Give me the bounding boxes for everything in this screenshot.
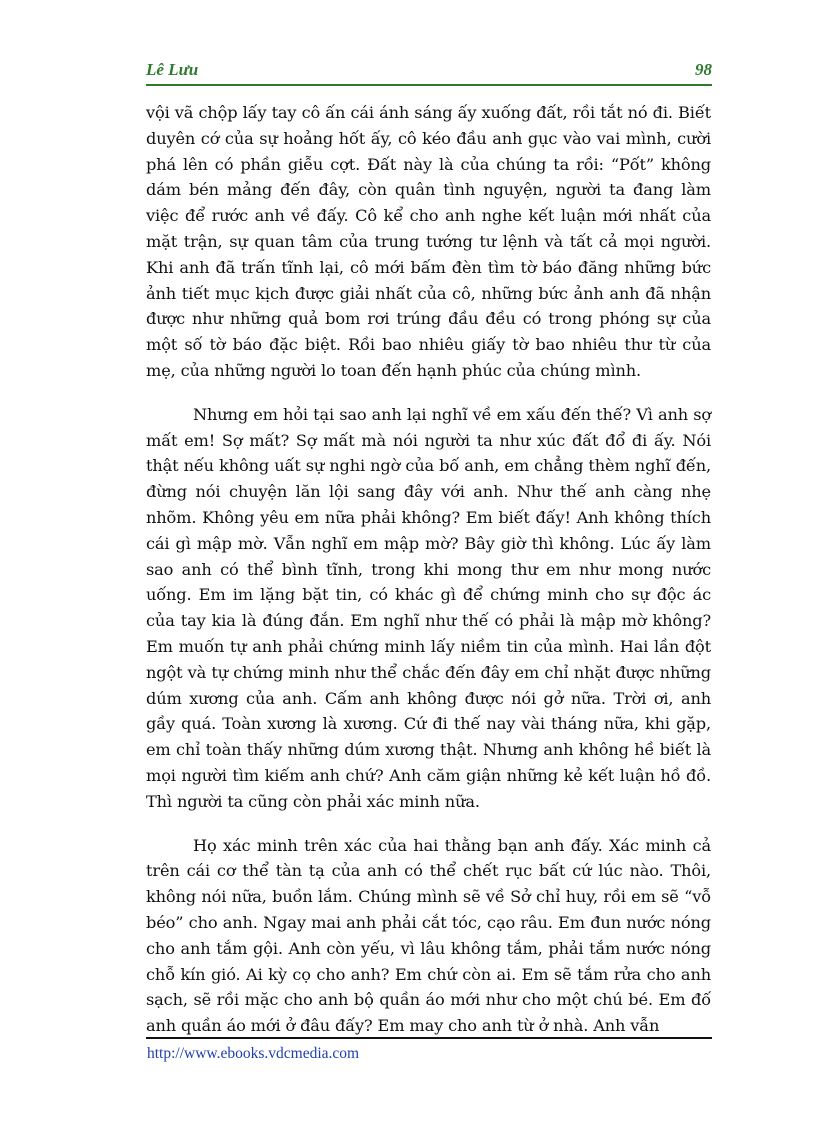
paragraph-3: Họ xác minh trên xác của hai thằng bạn anh đấy. Xác minh cả trên cái cơ thể tàn tạ của anh có thể chết rục bất cứ lúc nào. Thôi, không nói nữa, buồn lắm. Chúng mình sẽ về Sở chỉ huy, rồi em sẽ “vỗ béo” cho anh. Ngay mai anh phải cắt tóc, cạo râu. Em đun nước nóng cho anh tắm gội. Anh còn yếu, vì lâu không tắm, phải tắm nước nóng chỗ kín gió. Ai kỳ cọ cho anh? Em chứ còn ai. Em sẽ tắm rửa cho anh sạch, sẽ rồi mặc cho anh bộ quần áo mới như cho một chú bé. Em đố anh quần áo mới ở đâu đấy? Em may cho anh từ ở nhà. Anh vẫn	[146, 835, 711, 1036]
footer-url-link[interactable]: http://www.ebooks.vdcmedia.com	[147, 1045, 360, 1062]
footer-divider	[146, 1037, 712, 1039]
body-text	[146, 100, 711, 1057]
page-number: 98	[695, 60, 712, 79]
paragraph-2: Nhưng em hỏi tại sao anh lại nghĩ về em xấu đến thế? Vì anh sợ mất em! Sợ mất? Sợ mất mà nói người ta như xúc đất đổ đi ấy. Nói thật nếu không uất sự nghi ngờ của bố anh, em chẳng thèm nghĩ đến, đừng nói chuyện lăn lội sang đây với anh. Như thế anh càng nhẹ nhõm. Không yêu em nữa phải không? Em biết đấy! Anh không thích cái gì mập mờ. Vẫn nghĩ em mập mờ? Bây giờ thì không. Lúc ấy làm sao anh có thể bình tĩnh, trong khi mong thư em như mong nước uống. Em im lặng bặt tin, có khác gì để chứng minh cho sự độc ác của tay kia là đúng đắn. Em nghĩ như thế có phải là mập mờ không? Em muốn tự anh phải chứng minh lấy niềm tin của mình. Hai lần đột ngột và tự chứng minh như thể chắc đến đây em chỉ nhặt được những dúm xương của anh. Cấm anh không được nói gở nữa. Trời ơi, anh gầy quá. Toàn xương là xương. Cứ đi thế nay vài tháng nữa, khi gặp, em chỉ toàn thấy những dúm xương thật. Nhưng anh không hề biết là mọi người tìm kiếm anh chứ? Anh căm giận những kẻ kết luận hồ đồ. Thì người ta cũng còn phải xác minh nữa.	[146, 404, 711, 811]
paragraph-1: vội vã chộp lấy tay cô ấn cái ánh sáng ấy xuống đất, rồi tắt nó đi. Biết duyên cớ của sự hoảng hốt ấy, cô kéo đầu anh gục vào vai mình, cười phá lên có phần giễu cợt. Đất này là của chúng ta rồi: “Pốt” không dám bén mảng đến đây, còn quân tình nguyện, người ta đang làm việc để rước anh về đấy. Cô kể cho anh nghe kết luận mới nhất của mặt trận, sự quan tâm của trung tướng tư lệnh và tất cả mọi người. Khi anh đã trấn tĩnh lại, cô mới bấm đèn tìm tờ báo đăng những bức ảnh tiết mục kịch được giải nhất của cô, những bức ảnh anh đã nhận được như những quả bom rơi trúng đầu đều có trong phóng sự của một số tờ báo đặc biệt. Rồi bao nhiêu giấy tờ bao nhiêu thư từ của mẹ, của những người lo toan đến hạnh phúc của chúng mình.	[146, 103, 711, 380]
page-header	[146, 58, 712, 86]
author-name: Lê Lưu	[146, 60, 199, 79]
